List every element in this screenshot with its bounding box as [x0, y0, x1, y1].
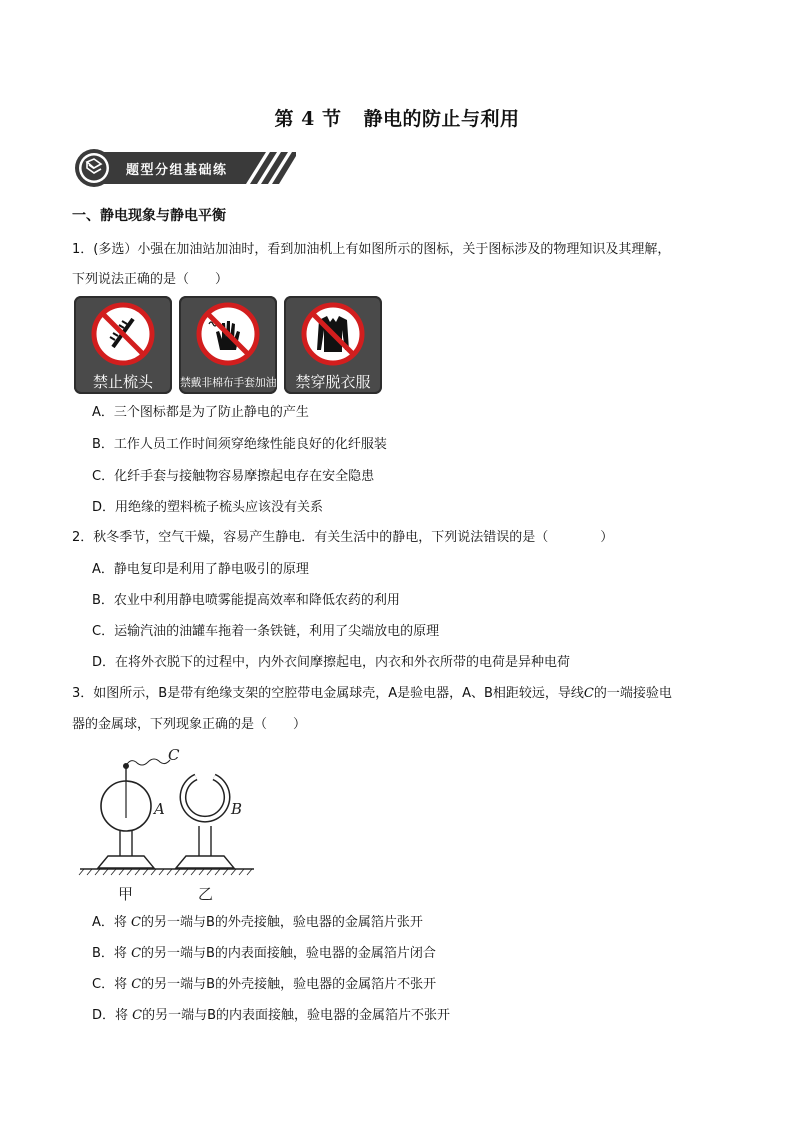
q2-line1: 2．秋冬季节，空气干燥，容易产生静电．有关生活中的静电，下列说法错误的是（ ）: [72, 530, 614, 545]
q3-option-a-var: C: [131, 915, 141, 930]
sign-no-gloves: [179, 296, 277, 394]
section-topic: 静电的防止与利用: [363, 108, 520, 130]
label-a: A: [154, 800, 165, 818]
q1-line2: 下列说法正确的是（ ）: [72, 272, 229, 287]
q3-option-b-var: C: [131, 946, 142, 961]
q3-line1-a: 3．如图所示，B是带有绝缘支架的空腔带电金属球壳，A是验电器，A、B相距较远，导线: [72, 686, 584, 701]
q3-var-c: C: [583, 686, 594, 701]
sign-no-undressing: [284, 296, 382, 394]
q1-option-d: D．用绝缘的塑料梳子梳头应该没有关系: [92, 500, 324, 515]
heading-electrostatics: 一、静电现象与静电平衡: [72, 208, 226, 224]
q3-option-c-var: C: [131, 977, 142, 992]
section-number: 第 4 节: [274, 108, 342, 130]
q2-option-d: D．在将外衣脱下的过程中，内外衣间摩擦起电，内衣和外衣所带的电荷是异种电荷: [92, 655, 571, 670]
q1-option-b: B．工作人员工作时间须穿绝缘性能良好的化纤服装: [92, 437, 387, 452]
q1-option-a: A．三个图标都是为了防止静电的产生: [92, 405, 309, 420]
q1-option-c: C．化纤手套与接触物容易摩擦起电存在安全隐患: [92, 469, 375, 484]
q3-option-b-post: 的另一端与B的内表面接触，验电器的金属箔片闭合: [141, 946, 436, 961]
q3-option-a: [92, 907, 423, 938]
comb-icon: [91, 302, 155, 366]
q2-option-a: A．静电复印是利用了静电吸引的原理: [92, 562, 309, 577]
glove-icon: [196, 302, 260, 366]
q3-option-d-post: 的另一端与B的内表面接触，验电器的金属箔片不张开: [142, 1008, 451, 1023]
q2-option-c: C．运输汽油的油罐车拖着一条铁链，利用了尖端放电的原理: [92, 624, 440, 639]
q3-option-b-pre: B．将: [92, 946, 132, 961]
page-title: [0, 104, 794, 131]
label-c: C: [168, 746, 180, 764]
q3-option-d-var: C: [132, 1008, 143, 1023]
q3-line1-b: 的一端接验电: [593, 686, 672, 701]
sign-caption-1: 禁止梳头: [92, 373, 153, 391]
q3-option-c: [92, 969, 436, 1000]
electroscope-figure: [76, 744, 286, 904]
q3-option-a-pre: A．将: [92, 915, 132, 930]
q1-line1: 1．(多选）小强在加油站加油时，看到加油机上有如图所示的图标，关于图标涉及的物理知识及其理解，: [72, 242, 671, 257]
sign-caption-2: 禁戴非棉布手套加油: [179, 376, 277, 389]
q3-line1: [72, 678, 672, 709]
banner-label: 题型分组基础练: [126, 163, 228, 178]
section-banner: [74, 148, 296, 188]
warning-signs: [74, 296, 384, 394]
clothes-icon: [301, 302, 365, 366]
label-yi: 乙: [198, 885, 214, 903]
label-jia: 甲: [118, 885, 134, 903]
q3-option-a-post: 的另一端与B的外壳接触，验电器的金属箔片张开: [140, 915, 423, 930]
sign-caption-3: 禁穿脱衣服: [295, 373, 371, 391]
q3-option-d-pre: D．将: [92, 1008, 133, 1023]
q3-option-c-pre: C．将: [92, 977, 132, 992]
q3-option-d: [92, 1000, 450, 1031]
q3-option-c-post: 的另一端与B的外壳接触，验电器的金属箔片不张开: [141, 977, 437, 992]
sign-no-combing: [74, 296, 172, 394]
electroscope-diagram: [76, 744, 286, 904]
q3-line2: 器的金属球，下列现象正确的是（ ）: [72, 717, 307, 732]
q2-option-b: B．农业中利用静电喷雾能提高效率和降低农药的利用: [92, 593, 400, 608]
q3-option-b: [92, 938, 436, 969]
label-b: B: [231, 800, 243, 818]
